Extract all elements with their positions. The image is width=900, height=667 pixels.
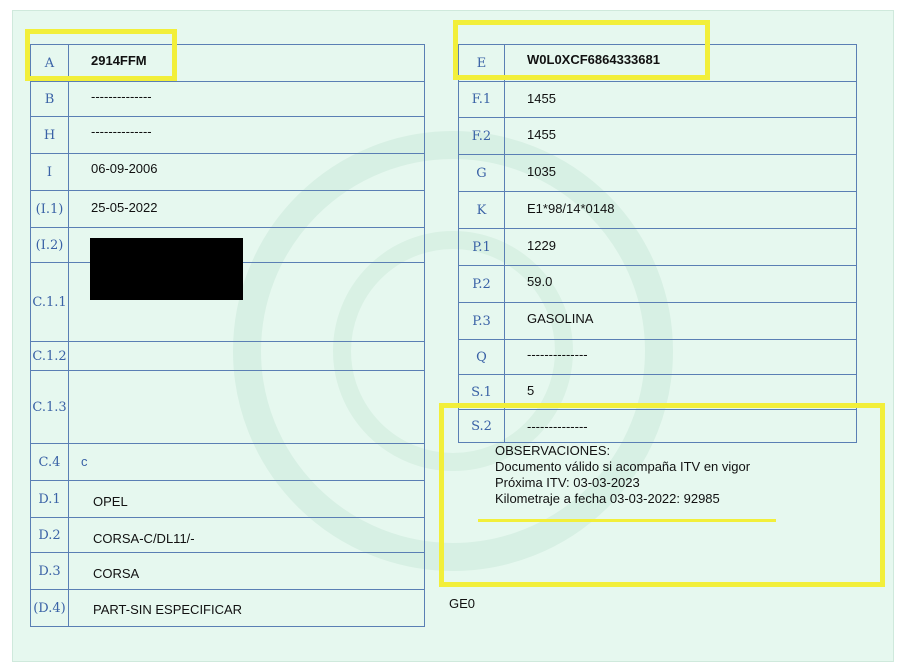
field-label: B [31, 82, 69, 116]
field-value: OPEL [93, 494, 128, 509]
highlight-underline [478, 519, 776, 522]
field-label: K [459, 192, 505, 228]
field-label: C.1.3 [31, 371, 69, 443]
field-value: 25-05-2022 [91, 200, 158, 215]
field-row-c4 [31, 444, 424, 481]
highlight-box-e [453, 20, 710, 80]
field-row-h [31, 117, 424, 154]
right-field-table [458, 44, 857, 443]
field-row-i1 [31, 191, 424, 228]
observation-line: Próxima ITV: 03-03-2023 [495, 475, 640, 490]
field-row-p2 [459, 266, 856, 303]
field-value: 1455 [527, 91, 556, 106]
field-row-d3 [31, 553, 424, 590]
observation-line: Kilometraje a fecha 03-03-2022: 92985 [495, 491, 720, 506]
field-row-d4 [31, 590, 424, 627]
field-label: F.2 [459, 118, 505, 154]
field-label: P.3 [459, 303, 505, 339]
field-label: S.2 [459, 410, 505, 442]
observations-heading: OBSERVACIONES: [495, 443, 611, 458]
field-label: E [459, 45, 505, 81]
field-label: P.2 [459, 266, 505, 302]
field-row-c13 [31, 371, 424, 444]
field-label: (I.1) [31, 191, 69, 227]
field-row-c12 [31, 342, 424, 371]
field-label: (D.4) [31, 590, 69, 626]
field-row-d1 [31, 481, 424, 518]
field-value: 59.0 [527, 274, 553, 289]
field-row-i [31, 154, 424, 191]
field-value: -------------- [91, 124, 152, 139]
field-label: Q [459, 340, 505, 374]
field-row-q [459, 340, 856, 375]
field-value: 06-09-2006 [91, 161, 158, 176]
field-row-p1 [459, 229, 856, 266]
field-value: W0L0XCF6864333681 [527, 52, 660, 67]
field-label: (I.2) [31, 228, 69, 262]
field-label: I [31, 154, 69, 190]
field-value: -------------- [527, 347, 588, 362]
observation-line: Documento válido si acompaña ITV en vigor [495, 459, 751, 474]
highlight-box-observations [439, 403, 885, 587]
field-label: G [459, 155, 505, 191]
field-label: H [31, 117, 69, 153]
field-value: PART-SIN ESPECIFICAR [93, 602, 243, 617]
field-row-d2 [31, 518, 424, 553]
field-row-p3 [459, 303, 856, 340]
field-row-g [459, 155, 856, 192]
field-label: D.3 [31, 553, 69, 589]
field-label: C.1.1 [31, 263, 69, 341]
field-label: D.2 [31, 518, 69, 552]
field-label: C.4 [31, 444, 69, 480]
field-value: GASOLINA [527, 311, 594, 326]
field-label: C.1.2 [31, 342, 69, 370]
left-field-table [30, 44, 425, 627]
field-value: CORSA-C/DL11/- [93, 531, 195, 546]
field-value: -------------- [527, 419, 588, 434]
field-value: c [81, 454, 88, 469]
redacted-block [90, 238, 243, 300]
field-row-k [459, 192, 856, 229]
field-value: 1035 [527, 164, 556, 179]
field-value: 1455 [527, 127, 556, 142]
field-value: -------------- [91, 89, 152, 104]
field-row-f1 [459, 82, 856, 118]
field-value: E1*98/14*0148 [527, 201, 615, 216]
field-value: 2914FFM [91, 53, 147, 68]
field-label: P.1 [459, 229, 505, 265]
highlight-box-a [25, 29, 177, 81]
field-value: CORSA [93, 566, 140, 581]
field-row-b [31, 82, 424, 117]
field-label: A [31, 45, 69, 81]
field-label: S.1 [459, 375, 505, 409]
field-label: D.1 [31, 481, 69, 517]
field-value: 1229 [527, 238, 556, 253]
footer-code: GE0 [449, 596, 476, 611]
field-row-f2 [459, 118, 856, 155]
field-value: 5 [527, 383, 535, 398]
field-label: F.1 [459, 82, 505, 117]
